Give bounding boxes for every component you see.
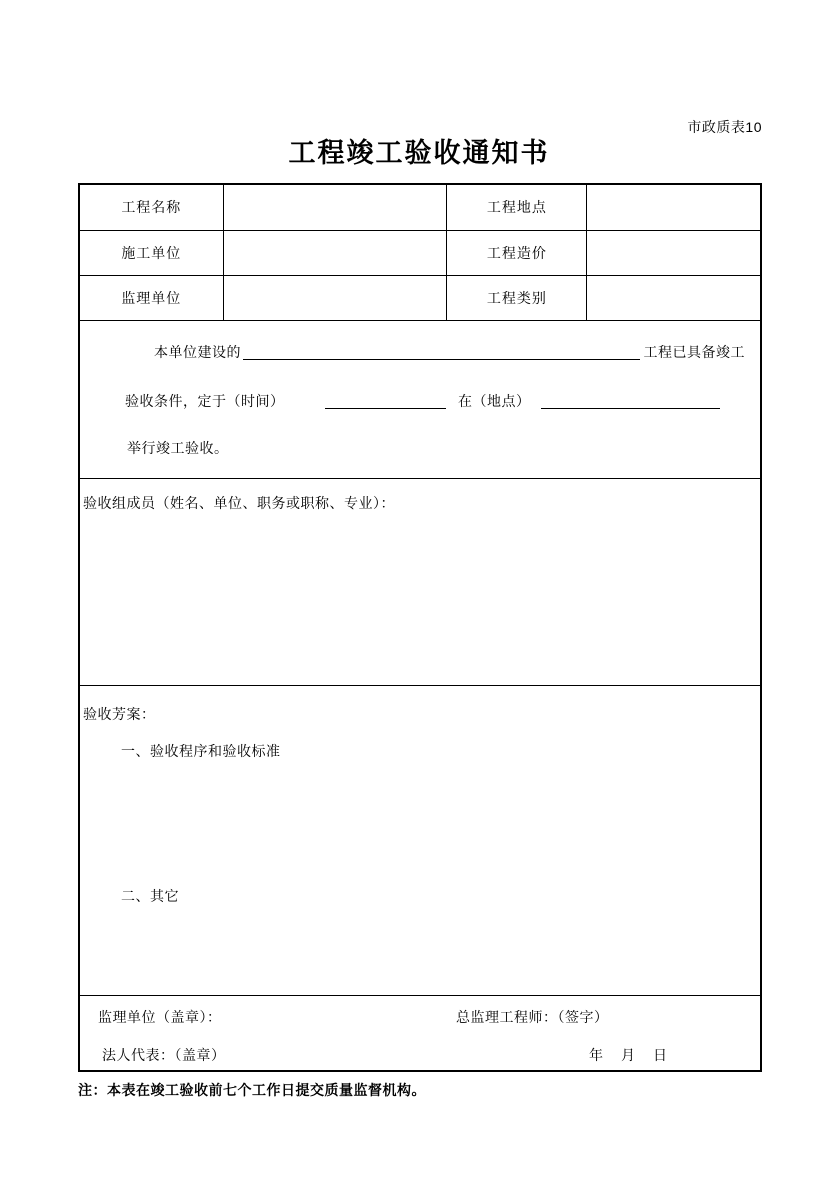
plan-item-other: 二、其它 — [121, 887, 179, 904]
declaration-line-1 — [154, 343, 745, 362]
legal-representative-label: 法人代表：（盖章） — [102, 1046, 226, 1063]
declaration-line-3: 举行竣工验收。 — [127, 439, 229, 456]
table-row — [80, 185, 760, 230]
declaration-line1-suffix: 工程已具备竣工 — [643, 343, 745, 360]
cell-value-project-location — [587, 185, 760, 230]
acceptance-plan-section — [80, 686, 760, 996]
cell-value-supervision-unit — [223, 275, 447, 320]
declaration-line2-prefix: 验收条件，定于（时间） — [125, 392, 285, 409]
cell-value-project-cost — [587, 230, 760, 275]
page-title: 工程竣工验收通知书 — [288, 138, 550, 168]
supervisor-unit-label: 监理单位（盖章）： — [98, 1008, 222, 1025]
cell-label-project-category: 工程类别 — [447, 275, 587, 320]
declaration-line2-middle: 在（地点） — [458, 392, 531, 409]
blank-place — [541, 392, 720, 409]
declaration-line-2 — [125, 392, 720, 411]
blank-time — [325, 392, 446, 409]
cell-value-construction-unit — [223, 230, 447, 275]
cell-value-project-name — [223, 185, 447, 230]
declaration-section — [80, 321, 760, 479]
form-table — [78, 183, 762, 1072]
cell-label-project-name: 工程名称 — [80, 185, 223, 230]
cell-value-project-category — [587, 275, 760, 320]
info-table — [80, 185, 760, 321]
footer-note: 注：本表在竣工验收前七个工作日提交质量监督机构。 — [78, 1082, 426, 1098]
chief-engineer-label: 总监理工程师：（签字） — [456, 1008, 609, 1025]
acceptance-team-section — [80, 479, 760, 686]
signature-section — [80, 996, 760, 1071]
date-label: 年 月 日 — [589, 1046, 669, 1063]
table-row — [80, 275, 760, 320]
cell-label-project-cost: 工程造价 — [447, 230, 587, 275]
cell-label-construction-unit: 施工单位 — [80, 230, 223, 275]
plan-item-procedure: 一、验收程序和验收标准 — [121, 742, 281, 759]
cell-label-supervision-unit: 监理单位 — [80, 275, 223, 320]
form-code: 市政质表10 — [687, 119, 762, 135]
cell-label-project-location: 工程地点 — [447, 185, 587, 230]
acceptance-plan-label: 验收芳案： — [83, 705, 156, 722]
blank-project-name — [243, 343, 640, 360]
acceptance-team-label: 验收组成员（姓名、单位、职务或职称、专业）： — [83, 494, 395, 511]
table-row — [80, 230, 760, 275]
declaration-line1-prefix: 本单位建设的 — [154, 343, 241, 360]
